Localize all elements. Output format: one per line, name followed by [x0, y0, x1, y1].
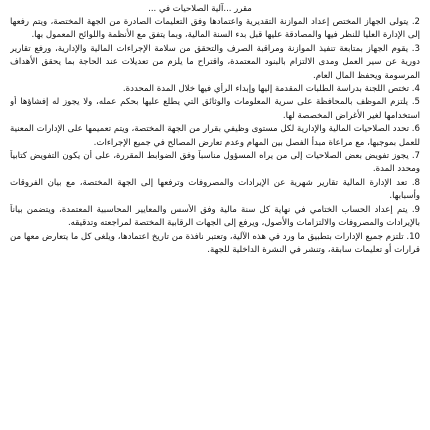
item-number: 3.: [411, 43, 420, 54]
list-item-9: [10, 204, 420, 231]
item-number: 6.: [411, 124, 420, 135]
item-number: 10.: [406, 231, 420, 242]
item-number: 2.: [411, 17, 420, 27]
list-item-4: [10, 83, 420, 96]
list-item-7: [10, 150, 420, 177]
item-text: يتولى الجهاز المختص إعداد الموازنة التقديرية واعتمادها وفق التعليمات الصادرة من الجهة المختصة، ويتم رفعها إلى الإدارة العليا للنظر فيها والمصادقة عليها قبل بدء السنة المالية، وبما يتفق مع الأنظمة واللوائح المعمول بها.: [10, 17, 420, 41]
item-text: يتم إعداد الحساب الختامي في نهاية كل سنة مالية وفق الأسس والمعايير المحاسبية المعتمدة، ويتضمن بياناً بالإيرادات والمصروفات والالتزامات والأصول، ويرفع إلى الجهات الرقابية المختصة لمراجعته وتدقيقه.: [10, 204, 420, 229]
list-item-10: [10, 231, 420, 258]
item-number: 8.: [411, 177, 420, 188]
item-number: 7.: [411, 151, 420, 162]
item-text: تعد الإدارة المالية تقارير شهرية عن الإيرادات والمصروفات وترفعها إلى الجهة المختصة، مع بيان الفروقات وأسبابها.: [10, 177, 420, 202]
list-item-5: [10, 96, 420, 123]
document-top-line: مقرر ...آلية الصلاحيات في ...: [148, 4, 252, 14]
item-number: 4.: [411, 84, 420, 95]
list-item-2: [10, 16, 420, 43]
list-item-8: [10, 177, 420, 204]
item-text: تحدد الصلاحيات المالية والإدارية لكل مستوى وظيفي بقرار من الجهة المختصة، ويتم تعميمها على الإدارات المعنية للعمل بموجبها، مع مراعاة مبدأ الفصل بين المهام وعدم تعارض المصالح في جميع الإجراءات.: [10, 124, 420, 148]
item-text: يجوز تفويض بعض الصلاحيات إلى من يراه المسؤول مناسباً وفق الضوابط المقررة، على أن يكون التفويض كتابياً ومحدد المدة.: [10, 151, 420, 175]
list-item-3: [10, 43, 420, 83]
item-text: يلتزم الموظف بالمحافظة على سرية المعلومات والوثائق التي يطلع عليها بحكم عمله، ولا يجوز له إفشاؤها أو استخدامها لغير الأغراض المخصصة لها.: [10, 97, 420, 121]
item-text: تلتزم جميع الإدارات بتطبيق ما ورد في هذه الآلية، وتعتبر نافذة من تاريخ اعتمادها، ويلغى كل ما يتعارض معها من قرارات أو تعليمات سابقة، وتنشر في النشرة الداخلية للجهة.: [10, 231, 420, 255]
item-text: تختص اللجنة بدراسة الطلبات المقدمة إليها وإبداء الرأي فيها خلال المدة المحددة.: [122, 84, 410, 95]
item-text: يقوم الجهاز بمتابعة تنفيذ الموازنة ومراقبة الصرف والتحقق من سلامة الإجراءات المالية والإدارية، ورفع تقارير دورية عن سير العمل ومدى الالتزام بالبنود المعتمدة، واقتراح ما يلزم من تعديلات عند الحاجة بما يحقق الأهداف المرسومة ويحفظ المال العام.: [10, 43, 420, 81]
item-number: 9.: [411, 204, 420, 215]
list-item-6: [10, 123, 420, 150]
item-number: 5.: [411, 97, 420, 108]
